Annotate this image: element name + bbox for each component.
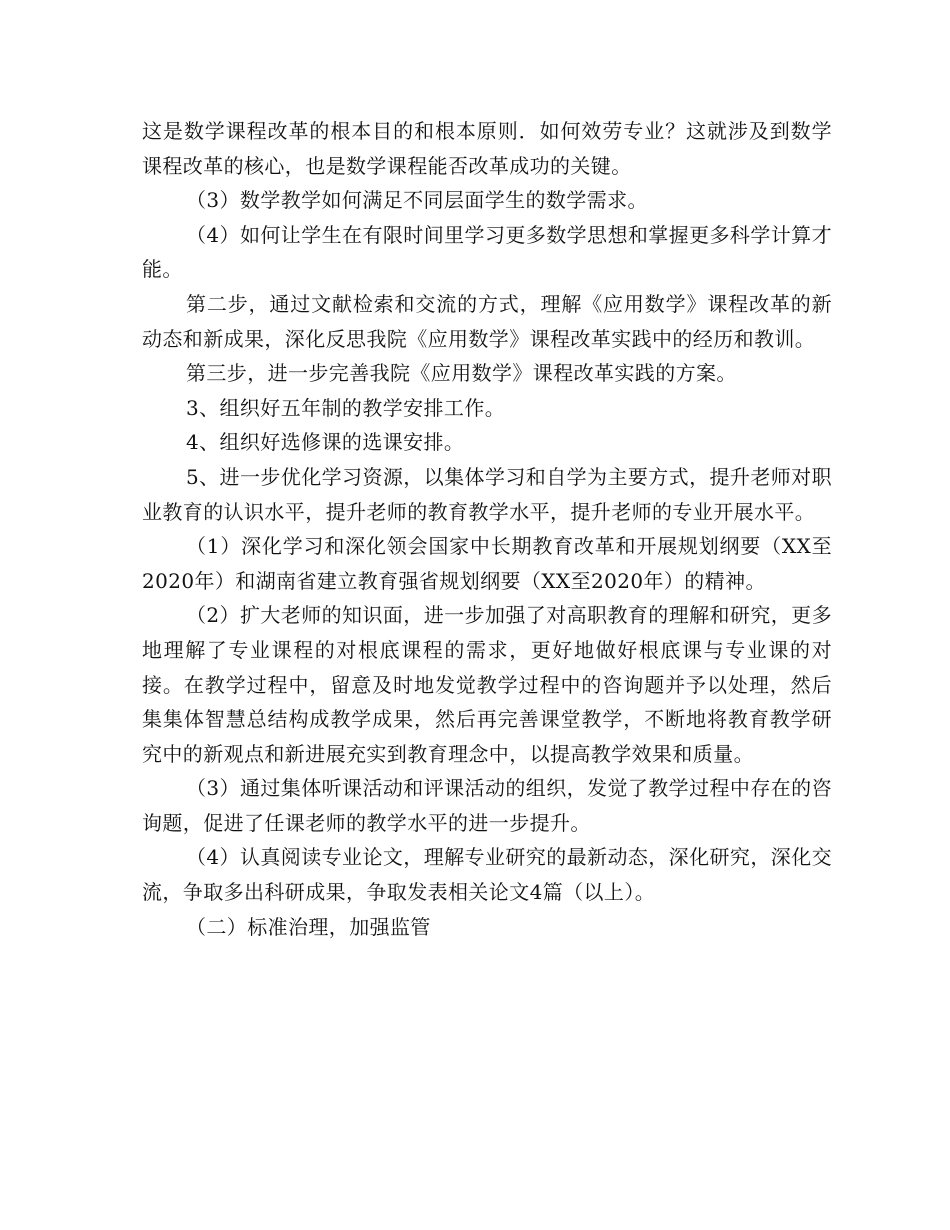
paragraph-10: （2）扩大老师的知识面，进一步加强了对高职教育的理解和研究，更多地理解了专业课程的对根底课程的需求，更好地做好根底课与专业课的对接。在教学过程中，留意及时地发觉教学过程中的咨询题并予以处理，然后集集体智慧总结构成教学成果，然后再完善课堂教学，不断地将教育教学研究中的新观点和新进展充实到教育理念中，以提高教学效果和质量。 — [142, 603, 832, 766]
paragraph-1: 这是数学课程改革的根本目的和根本原则．如何效劳专业？这就涉及到数学课程改革的核心，也是数学课程能否改革成功的关键。 — [142, 119, 832, 178]
paragraph-12: （4）认真阅读专业论文，理解专业研究的最新动态，深化研究，深化交流，争取多出科研成果，争取发表相关论文4篇（以上）。 — [142, 845, 832, 905]
document-body — [142, 114, 832, 944]
paragraph-7: 4、组织好选修课的选课安排。 — [186, 430, 465, 455]
section-heading: （二）标准治理，加强监管 — [186, 914, 431, 939]
paragraph-5: 第三步，进一步完善我院《应用数学》课程改革实践的方案。 — [186, 361, 737, 386]
paragraph-8: 5、进一步优化学习资源，以集体学习和自学为主要方式，提升老师对职业教育的认识水平，提升老师的教育教学水平，提升老师的专业开展水平。 — [142, 464, 832, 524]
paragraph-11: （3）通过集体听课活动和评课活动的组织，发觉了教学过程中存在的咨询题，促进了任课老师的教学水平的进一步提升。 — [142, 776, 832, 835]
paragraph-6: 3、组织好五年制的教学安排工作。 — [186, 395, 506, 420]
paragraph-3: （4）如何让学生在有限时间里学习更多数学思想和掌握更多科学计算才能。 — [142, 222, 832, 282]
paragraph-2: （3）数学教学如何满足不同层面学生的数学需求。 — [186, 188, 648, 213]
paragraph-4: 第二步，通过文献检索和交流的方式，理解《应用数学》课程改革的新动态和新成果，深化反思我院《应用数学》课程改革实践中的经历和教训。 — [142, 291, 832, 351]
paragraph-9: （1）深化学习和深化领会国家中长期教育改革和开展规划纲要（XX至2020年）和湖南省建立教育强省规划纲要（XX至2020年）的精神。 — [142, 534, 832, 593]
